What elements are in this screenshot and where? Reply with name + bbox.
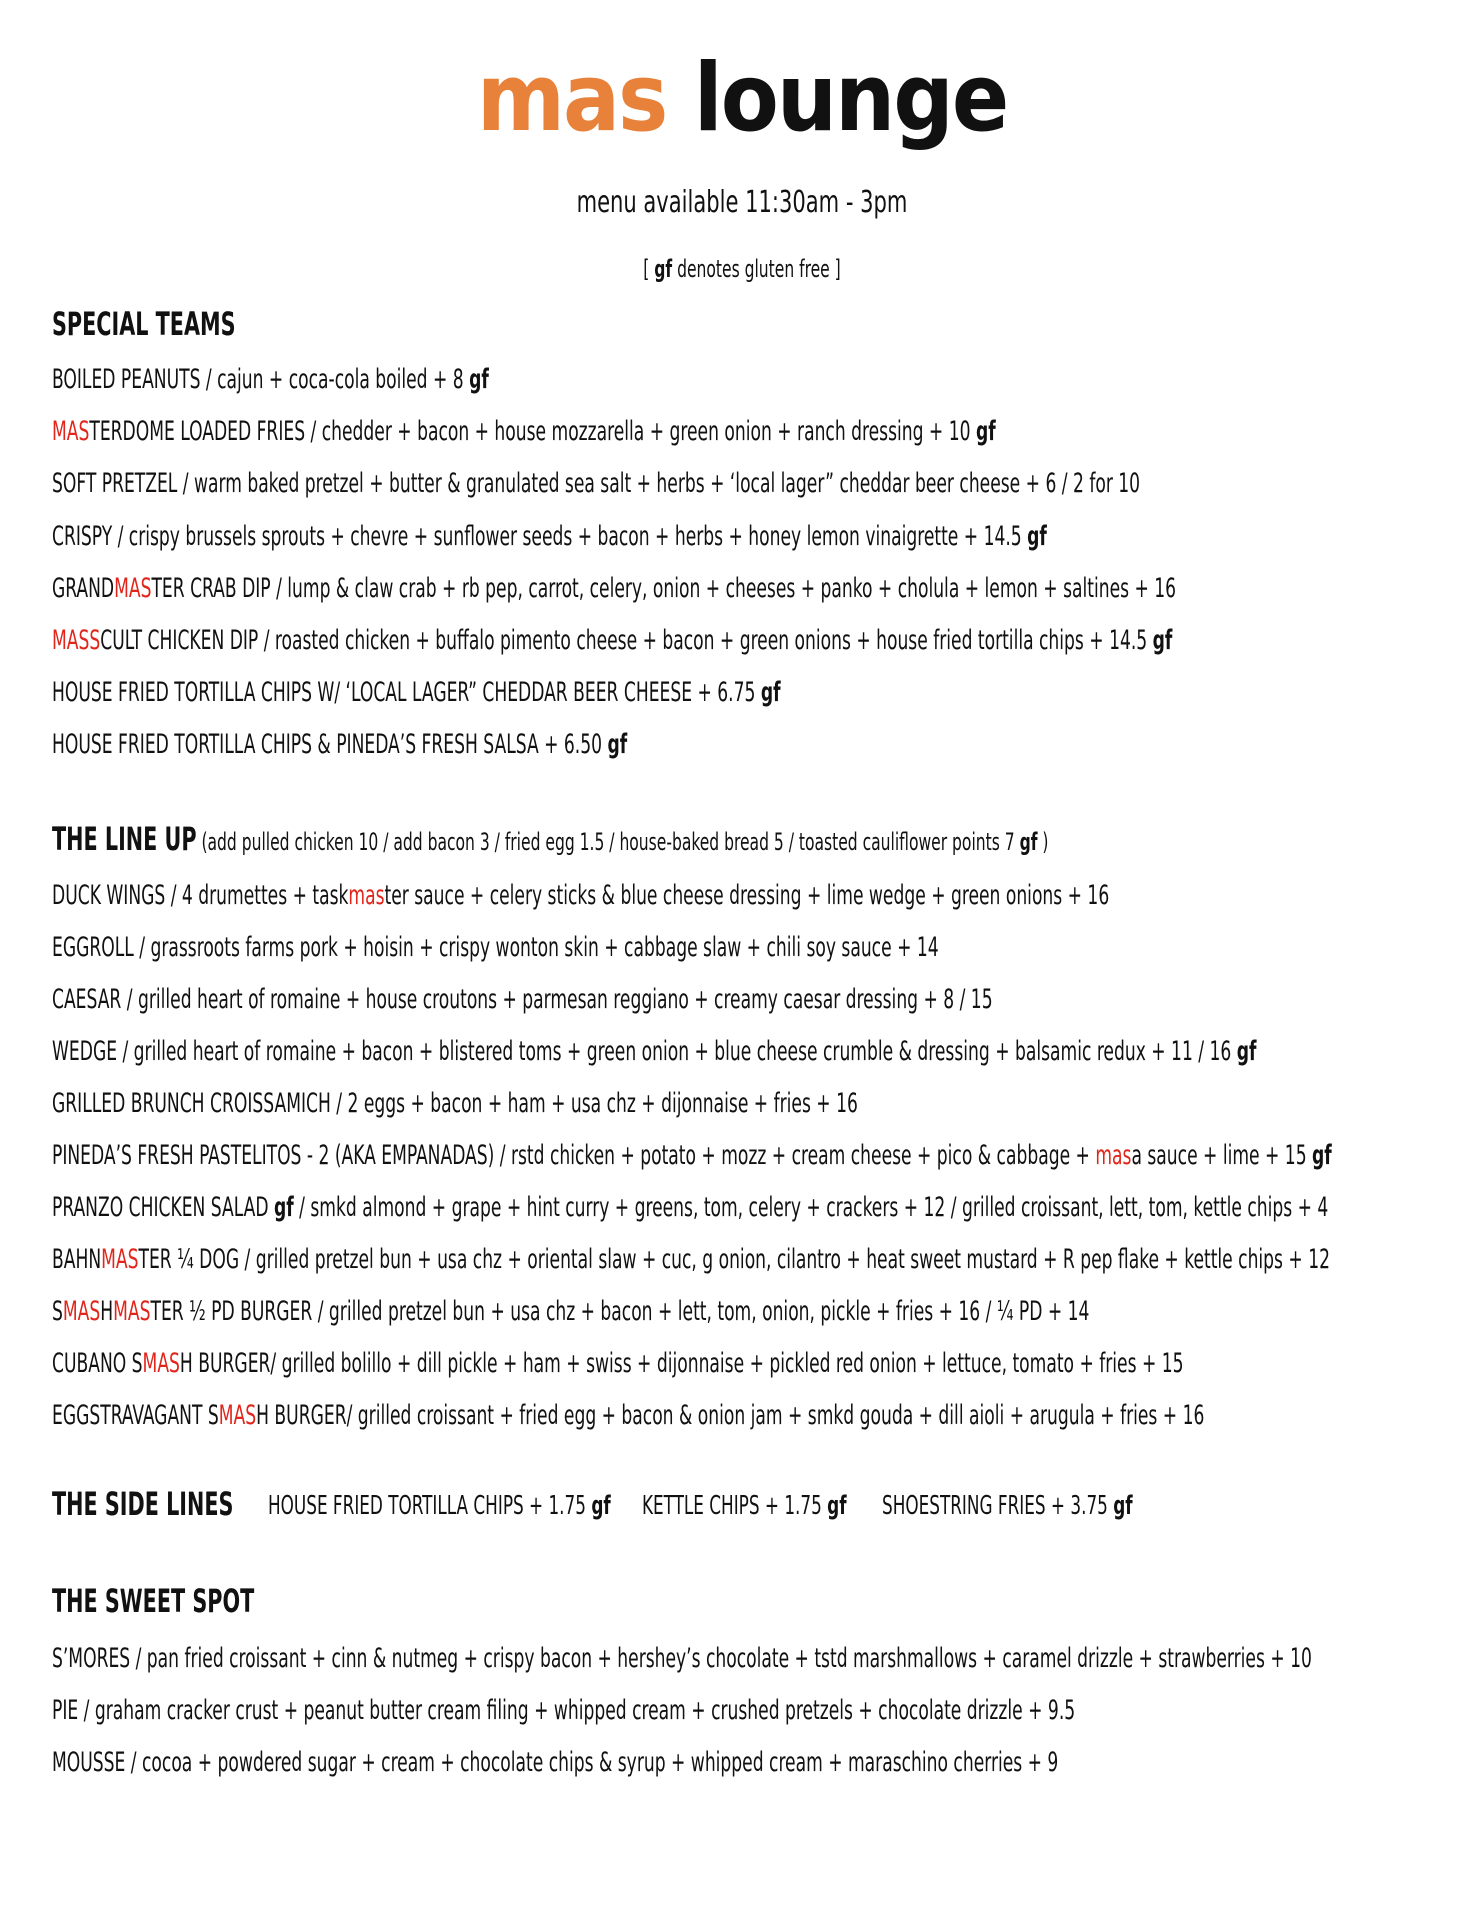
logo-lounge: lounge — [693, 44, 1008, 153]
gluten-free-note: [ gf denotes gluten free ] — [643, 255, 841, 283]
menu-item: PRANZO CHICKEN SALAD gf / smkd almond + grape + hint curry + greens, tom, celery + crackers + 12 / grilled croissant, lett, tom, kettle chips + 4 — [52, 1192, 1329, 1223]
side-item: SHOESTRING FRIES + 3.75 gf — [882, 1491, 1133, 1521]
menu-item: CRISPY / crispy brussels sprouts + chevre + sunflower seeds + bacon + herbs + honey lemon vinaigrette + 14.5 gf — [52, 521, 1047, 552]
menu-item: SMASHMASTER ½ PD BURGER / grilled pretzel bun + usa chz + bacon + lett, tom, onion, pickle + fries + 16 / ¼ PD + 14 — [52, 1296, 1090, 1327]
side-item: HOUSE FRIED TORTILLA CHIPS + 1.75 gf — [268, 1491, 611, 1521]
dessert-item: PIE / graham cracker crust + peanut butter cream filing + whipped cream + crushed pretzels + chocolate drizzle + 9.5 — [52, 1695, 1076, 1726]
menu-item: PINEDA’S FRESH PASTELITOS - 2 (AKA EMPANADAS) / rstd chicken + potato + mozz + cream cheese + pico & cabbage + masa sauce + lime + 15 gf — [52, 1140, 1332, 1171]
menu-item: CUBANO SMASH BURGER/ grilled bolillo + dill pickle + ham + swiss + dijonnaise + pickled red onion + lettuce, tomato + fries + 15 — [52, 1348, 1184, 1379]
section-title-sweet-spot: THE SWEET SPOT — [52, 1582, 255, 1620]
menu-item: DUCK WINGS / 4 drumettes + taskmaster sauce + celery sticks & blue cheese dressing + lime wedge + green onions + 16 — [52, 880, 1110, 911]
section-title-side-lines: THE SIDE LINES — [52, 1485, 234, 1523]
restaurant-logo — [0, 44, 1484, 153]
add-ons-note: (add pulled chicken 10 / add bacon 3 / fried egg 1.5 / house-baked bread 5 / toasted cauliflower points 7 gf ) — [196, 828, 1049, 856]
menu-item: MASTERDOME LOADED FRIES / chedder + bacon + house mozzarella + green onion + ranch dressing + 10 gf — [52, 416, 996, 447]
dessert-item: S’MORES / pan fried croissant + cinn & nutmeg + crispy bacon + hershey’s chocolate + tstd marshmallows + caramel drizzle + strawberries + 10 — [52, 1643, 1312, 1674]
side-item: KETTLE CHIPS + 1.75 gf — [642, 1491, 847, 1521]
menu-item: EGGSTRAVAGANT SMASH BURGER/ grilled croissant + fried egg + bacon & onion jam + smkd gouda + dill aioli + arugula + fries + 16 — [52, 1400, 1205, 1431]
logo-mas: mas — [476, 44, 667, 153]
menu-item: HOUSE FRIED TORTILLA CHIPS W/ ‘LOCAL LAGER” CHEDDAR BEER CHEESE + 6.75 gf — [52, 677, 781, 708]
dessert-item: MOUSSE / cocoa + powdered sugar + cream + chocolate chips & syrup + whipped cream + maraschino cherries + 9 — [52, 1747, 1059, 1778]
menu-item: HOUSE FRIED TORTILLA CHIPS & PINEDA’S FRESH SALSA + 6.50 gf — [52, 729, 628, 760]
menu-item: BAHNMASTER ¼ DOG / grilled pretzel bun + usa chz + oriental slaw + cuc, g onion, cilantro + heat sweet mustard + R pep flake + kettle chips + 12 — [52, 1244, 1330, 1275]
menu-item: MASSCULT CHICKEN DIP / roasted chicken + buffalo pimento cheese + bacon + green onions + house fried tortilla chips + 14.5 gf — [52, 625, 1173, 656]
menu-item: BOILED PEANUTS / cajun + coca-cola boiled + 8 gf — [52, 364, 489, 395]
menu-item: EGGROLL / grassroots farms pork + hoisin + crispy wonton skin + cabbage slaw + chili soy sauce + 14 — [52, 932, 939, 963]
menu-item: GRANDMASTER CRAB DIP / lump & claw crab + rb pep, carrot, celery, onion + cheeses + panko + cholula + lemon + saltines + 16 — [52, 573, 1177, 604]
section-title-special-teams: SPECIAL TEAMS — [52, 305, 236, 343]
menu-item: CAESAR / grilled heart of romaine + house croutons + parmesan reggiano + creamy caesar dressing + 8 / 15 — [52, 984, 993, 1015]
section-title-line-up: THE LINE UP (add pulled chicken 10 / add bacon 3 / fried egg 1.5 / house-baked bread 5 / toasted cauliflower points 7 gf ) — [52, 820, 1049, 858]
menu-item: SOFT PRETZEL / warm baked pretzel + butter & granulated sea salt + herbs + ‘local lager” cheddar beer cheese + 6 / 2 for 10 — [52, 468, 1141, 499]
menu-availability: menu available 11:30am - 3pm — [576, 185, 908, 220]
menu-item: GRILLED BRUNCH CROISSAMICH / 2 eggs + bacon + ham + usa chz + dijonnaise + fries + 16 — [52, 1088, 858, 1119]
menu-item: WEDGE / grilled heart of romaine + bacon + blistered toms + green onion + blue cheese crumble & dressing + balsamic redux + 11 / 16 gf — [52, 1036, 1257, 1067]
